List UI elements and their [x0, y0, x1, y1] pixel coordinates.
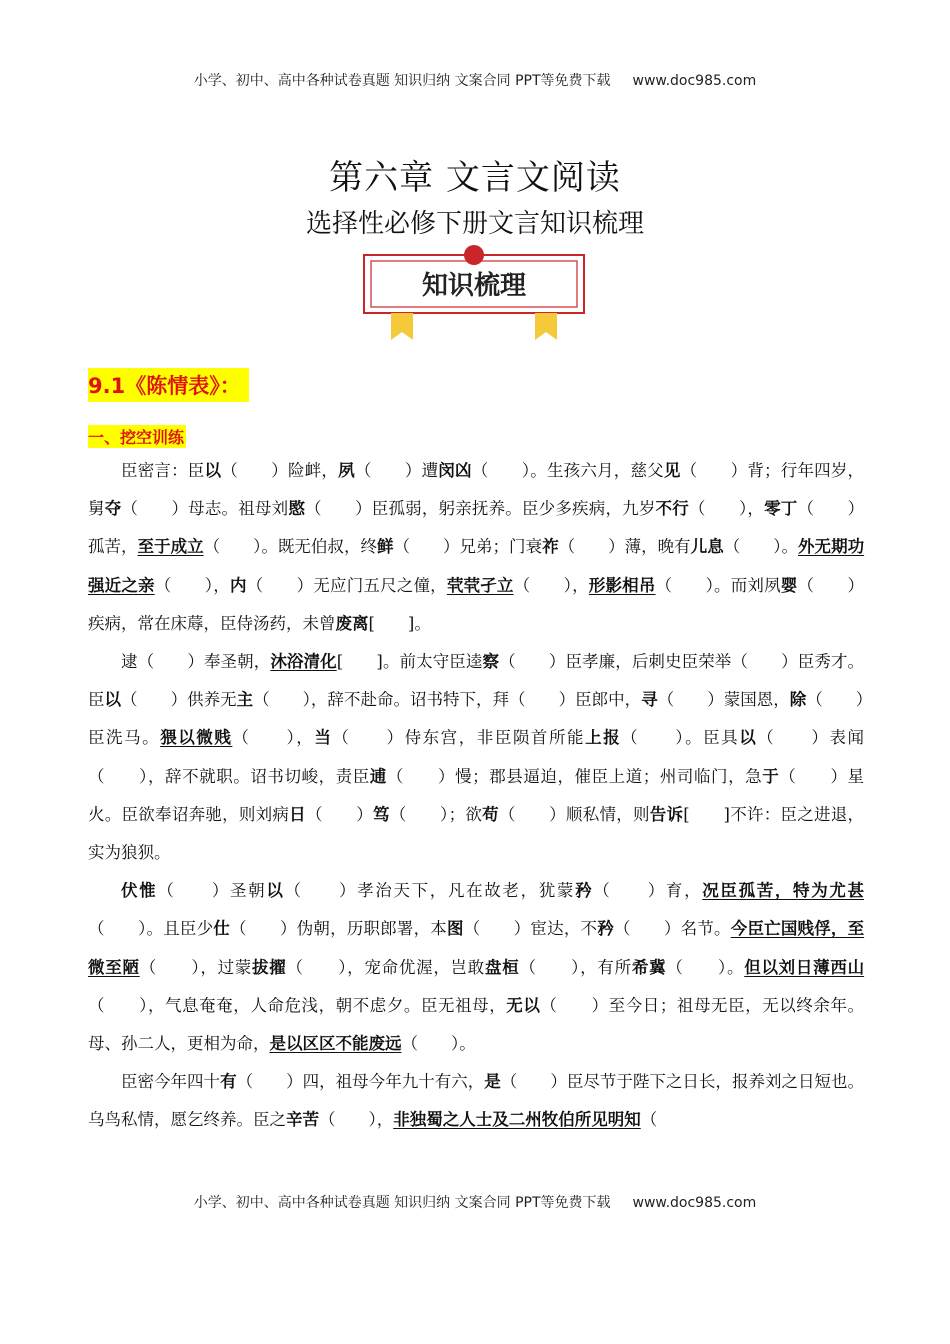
key-term: 愍 [288, 499, 306, 519]
text-run: （ ）， [319, 1110, 394, 1130]
text-run: （ ）。 [666, 957, 745, 977]
text-run: （ ）圣朝 [157, 881, 267, 901]
text-run: （ ）， [513, 575, 589, 595]
text-run: （ ）险衅， [221, 461, 339, 480]
key-phrase: 猥以微贱 [160, 728, 233, 748]
key-term: 闵凶 [438, 461, 472, 480]
key-term: 内 [229, 575, 247, 595]
text-run: （ ）母志。祖母刘 [121, 499, 289, 519]
key-term: 矜 [575, 881, 594, 901]
paragraph [88, 643, 864, 872]
key-phrase: 非独蜀之人士及二州牧伯所见明知 [393, 1110, 641, 1130]
key-phrase: 是以区区不能废远 [269, 1034, 402, 1054]
paragraph [88, 452, 864, 643]
badge-ribbon-left [391, 313, 413, 340]
key-term: 上报 [585, 728, 622, 748]
text-run: （ ）兄弟；门衰 [393, 537, 543, 557]
key-phrase: 茕茕孑立 [446, 575, 514, 595]
paragraph [88, 1063, 864, 1139]
text-run: （ ）星火。臣欲奉诏奔驰，则刘病 [88, 766, 865, 824]
badge-label: 知识梳理 [421, 271, 527, 301]
key-term: 夺 [104, 499, 122, 519]
key-term: 日 [289, 804, 306, 824]
text-run: （ ）背；行年四岁，舅 [88, 461, 865, 519]
page-header [0, 70, 950, 90]
badge-ribbon-right [535, 313, 557, 340]
key-term: 鲜 [376, 537, 394, 557]
text-run: （ ）臣孤弱，躬亲抚养。臣少多疾病，九岁 [305, 499, 656, 519]
key-term: 希冀 [631, 957, 667, 977]
footer-url[interactable]: www.doc985.com [632, 1195, 757, 1211]
text-run: （ ），辞不赴命。诏书特下，拜（ ）臣郎中， [253, 690, 642, 710]
text-run: （ ）。生孩六月，慈父 [471, 461, 664, 480]
key-term: 逋 [369, 766, 387, 786]
key-term: 盘桓 [485, 957, 520, 977]
text-run: （ ）孤苦， [88, 499, 865, 557]
key-term: 废离 [335, 613, 369, 633]
section-title: 9.1《陈情表》： [88, 368, 249, 402]
key-phrase: 今臣亡国贱俘，至微至陋 [88, 919, 865, 977]
chapter-title: 第六章 文言文阅读 [329, 158, 621, 198]
key-term: 于 [762, 766, 780, 786]
key-phrase: 但以刘日薄西山 [744, 957, 865, 977]
key-term: 是 [484, 1072, 501, 1092]
key-term: 仕 [213, 919, 230, 939]
key-term: 当 [314, 728, 333, 748]
text-run: （ ）伪朝，历职郎署，本 [229, 919, 447, 939]
text-run: （ ）育， [593, 881, 703, 901]
text-run: （ ），气息奄奄，人命危浅，朝不虑夕。臣无祖母， [88, 995, 507, 1015]
text-run: （ ）至今日；祖母无臣，无以终余年。母、孙二人，更相为命， [88, 995, 865, 1054]
footer-text: 小学、初中、高中各种试卷真题 知识归纳 文案合同 PPT等免费下载 [193, 1195, 611, 1211]
text-run: （ ），过蒙 [139, 957, 253, 977]
key-term: 以 [266, 881, 285, 901]
knowledge-badge [363, 240, 585, 344]
text-run: （ ）。 [401, 1034, 476, 1054]
text-run: （ ）表闻（ ），辞不就职。诏书切峻，责臣 [88, 728, 865, 786]
key-phrase: 形影相吊 [588, 575, 656, 595]
text-run: （ ）；欲 [389, 804, 483, 824]
key-term: 伏惟 [121, 881, 158, 901]
badge-top-dot [464, 245, 484, 265]
text-run: （ ）四，祖母今年九十有六， [236, 1072, 485, 1092]
key-term: 察 [482, 652, 500, 672]
text-run: （ ）， [154, 575, 230, 595]
key-term: 祚 [542, 537, 559, 557]
text-run: （ ）薄，晚有 [558, 537, 691, 557]
key-term: 零丁 [764, 499, 798, 519]
key-phrase: 外无期功强近之亲 [88, 537, 865, 595]
key-term: 拔擢 [252, 957, 287, 977]
text-run: （ [640, 1110, 658, 1130]
text-run: （ ）遭 [354, 461, 439, 480]
key-term: 矜 [597, 919, 614, 939]
key-term: 主 [236, 690, 254, 710]
text-run: （ ）疾病，常在床蓐，臣侍汤药，未曾 [88, 575, 865, 633]
header-text: 小学、初中、高中各种试卷真题 知识归纳 文案合同 PPT等免费下载 [193, 73, 611, 89]
text-run: （ ）。而刘夙 [655, 575, 781, 595]
text-run: （ ）。臣具 [621, 728, 740, 748]
text-run: 臣密今年四十 [121, 1072, 221, 1092]
text-run: [ ]不许：臣之进退，实为狼狈。 [88, 804, 865, 863]
text-run: （ ）， [688, 499, 765, 519]
text-run: （ ）供养无 [121, 690, 237, 710]
exercise-text [88, 452, 864, 1140]
header-url[interactable]: www.doc985.com [632, 73, 757, 89]
key-term: 夙 [338, 461, 355, 480]
key-term: 儿息 [690, 537, 724, 557]
key-term: 不行 [655, 499, 689, 519]
page-footer [0, 1192, 950, 1212]
text-run: 逮（ ）奉圣朝， [121, 652, 271, 672]
text-run: （ ）， [232, 728, 315, 748]
text-run: （ ）蒙国恩， [657, 690, 790, 710]
text-run: （ ）臣孝廉，后刺史臣荣举（ ）臣秀才。臣 [88, 652, 865, 710]
key-term: 婴 [780, 575, 798, 595]
key-term: 有 [220, 1072, 237, 1092]
key-term: 辛苦 [286, 1110, 319, 1130]
text-run: （ ）宦达，不 [463, 919, 598, 939]
key-phrase: 况臣孤苦，特为尤甚 [702, 881, 865, 901]
text-run: （ ）孝治天下，凡在故老，犹蒙 [284, 881, 576, 901]
key-term: 寻 [641, 690, 658, 710]
paragraph [88, 872, 864, 1063]
text-run: 臣密言：臣 [121, 461, 205, 480]
key-term: 以 [204, 461, 222, 480]
text-run: （ ）臣洗马。 [88, 690, 865, 748]
text-run: （ ）慢；郡县逼迫，催臣上道；州司临门，急 [386, 766, 763, 786]
key-term: 苟 [482, 804, 499, 824]
key-term: 以 [104, 690, 122, 710]
key-term: 笃 [373, 804, 390, 824]
key-term: 除 [789, 690, 807, 710]
key-term: 见 [663, 461, 681, 480]
text-run: （ ），有所 [519, 957, 632, 977]
key-term: 以 [739, 728, 758, 748]
text-run: （ ），宠命优渥，岂敢 [286, 957, 486, 977]
text-run: [ ]。 [368, 613, 431, 633]
text-run: （ ）。 [723, 537, 799, 557]
text-run: （ ） [305, 804, 373, 824]
text-run: [ ]。前太守臣逵 [336, 652, 483, 672]
text-run: （ ）无应门五尺之僮， [246, 575, 447, 595]
text-run: （ ）顺私情，则 [498, 804, 650, 824]
text-run: （ ）侍东宫，非臣陨首所能 [332, 728, 586, 748]
key-phrase: 至于成立 [137, 537, 204, 557]
subsection-title: 一、挖空训练 [88, 425, 186, 448]
chapter-subtitle: 选择性必修下册文言知识梳理 [305, 209, 644, 239]
key-term: 无以 [506, 995, 541, 1015]
text-run: （ ）。既无伯叔，终 [203, 537, 377, 557]
key-term: 告诉 [649, 804, 684, 824]
key-phrase: 沐浴清化 [270, 652, 337, 672]
text-run: （ ）名节。 [613, 919, 731, 939]
text-run: （ ）臣尽节于陛下之日长，报养刘之日短也。乌鸟私情，愿乞终养。臣之 [88, 1072, 865, 1130]
text-run: （ ）。且臣少 [88, 919, 214, 939]
key-term: 图 [446, 919, 464, 939]
